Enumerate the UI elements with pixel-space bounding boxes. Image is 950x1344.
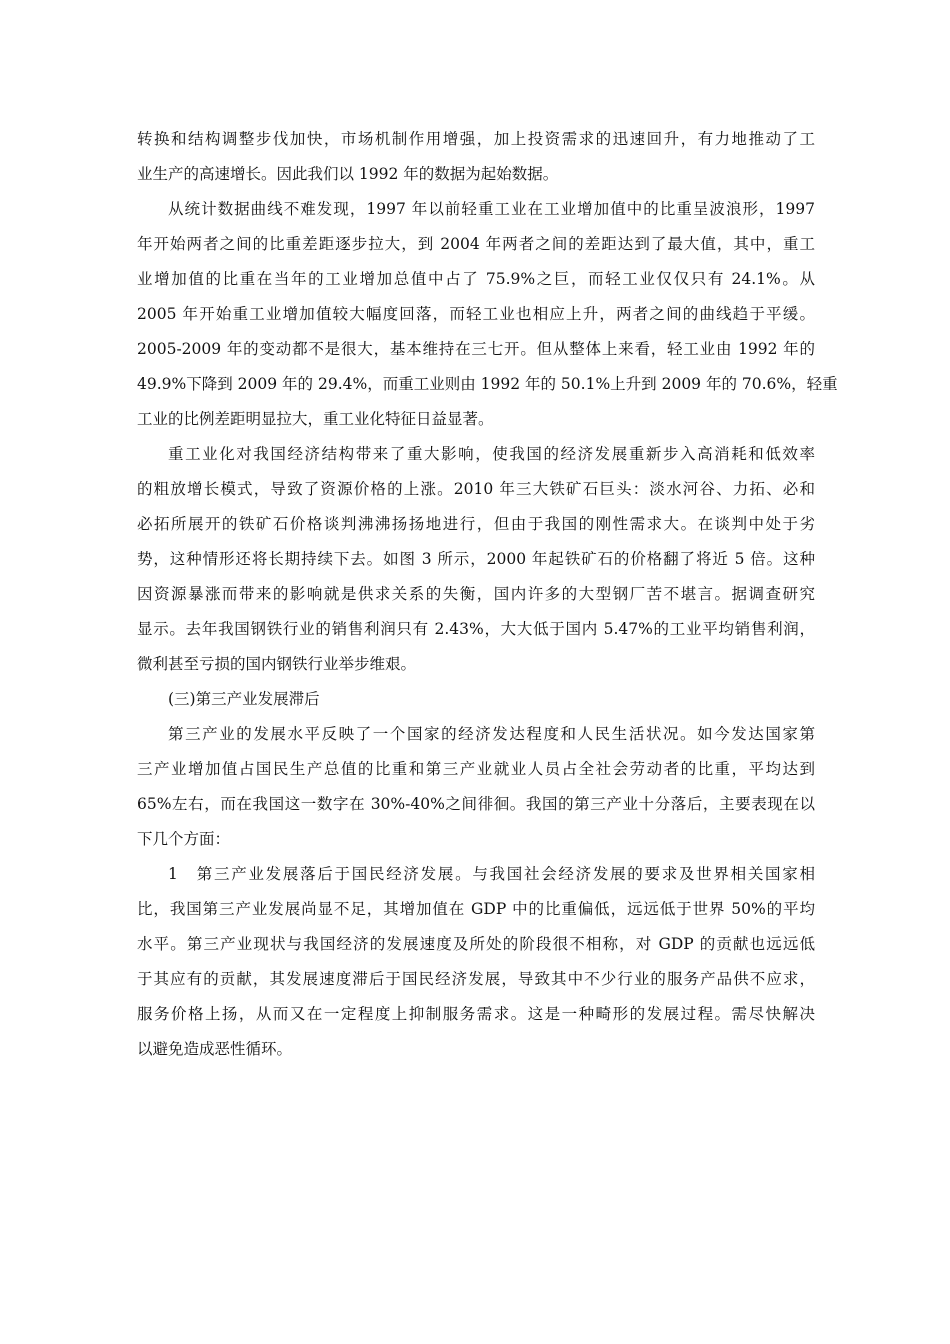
paragraph-line: 势，这种情形还将长期持续下去。如图 3 所示，2000 年起铁矿石的价格翻了将近 5 倍。这种 xyxy=(137,550,815,568)
paragraph-line: 1 第三产业发展落后于国民经济发展。与我国社会经济发展的要求及世界相关国家相 xyxy=(168,865,815,883)
paragraph-line: 重工业化对我国经济结构带来了重大影响，使我国的经济发展重新步入高消耗和低效率 xyxy=(168,445,815,463)
paragraph-line: 第三产业的发展水平反映了一个国家的经济发达程度和人民生活状况。如今发达国家第 xyxy=(168,725,815,743)
section-heading: (三)第三产业发展滞后 xyxy=(168,690,320,708)
paragraph-line: 必拓所展开的铁矿石价格谈判沸沸扬扬地进行，但由于我国的刚性需求大。在谈判中处于劣 xyxy=(137,515,815,533)
paragraph-line: 水平。第三产业现状与我国经济的发展速度及所处的阶段很不相称，对 GDP 的贡献也远远低 xyxy=(137,935,815,953)
paragraph-5 xyxy=(137,857,815,1067)
paragraph-line: 以避免造成恶性循环。 xyxy=(137,1040,293,1058)
paragraph-line: 比，我国第三产业发展尚显不足，其增加值在 GDP 中的比重偏低，远远低于世界 50%的平均 xyxy=(137,900,815,918)
paragraph-line: 2005 年开始重工业增加值较大幅度回落，而轻工业也相应上升，两者之间的曲线趋于平缓。 xyxy=(137,305,815,323)
paragraph-line: 微利甚至亏损的国内钢铁行业举步维艰。 xyxy=(137,655,417,673)
paragraph-line: 业增加值的比重在当年的工业增加总值中占了 75.9%之巨，而轻工业仅仅只有 24.1%。从 xyxy=(137,270,815,288)
document-body xyxy=(137,122,838,1067)
paragraph-line: 转换和结构调整步伐加快，市场机制作用增强，加上投资需求的迅速回升，有力地推动了工 xyxy=(137,130,815,148)
paragraph-line: 年开始两者之间的比重差距逐步拉大，到 2004 年两者之间的差距达到了最大值，其中，重工 xyxy=(137,235,815,253)
paragraph-line: 下几个方面： xyxy=(137,830,231,848)
paragraph-line: 65%左右，而在我国这一数字在 30%-40%之间徘徊。我国的第三产业十分落后，主要表现在以 xyxy=(137,795,815,813)
paragraph-line: 显示。去年我国钢铁行业的销售利润只有 2.43%，大大低于国内 5.47%的工业平均销售利润， xyxy=(137,620,815,638)
paragraph-line: 2005-2009 年的变动都不是很大，基本维持在三七开。但从整体上来看，轻工业由 1992 年的 xyxy=(137,340,815,358)
paragraph-line: 从统计数据曲线不难发现，1997 年以前轻重工业在工业增加值中的比重呈波浪形，1997 xyxy=(168,200,815,218)
paragraph-line: 的粗放增长模式，导致了资源价格的上涨。2010 年三大铁矿石巨头：淡水河谷、力拓、必和 xyxy=(137,480,815,498)
paragraph-line: 因资源暴涨而带来的影响就是供求关系的失衡，国内许多的大型钢厂苦不堪言。据调查研究 xyxy=(137,585,815,603)
paragraph-2 xyxy=(137,192,838,437)
paragraph-1 xyxy=(137,122,815,192)
paragraph-line: 业生产的高速增长。因此我们以 1992 年的数据为起始数据。 xyxy=(137,165,559,183)
paragraph-4 xyxy=(137,717,815,857)
paragraph-line: 三产业增加值占国民生产总值的比重和第三产业就业人员占全社会劳动者的比重，平均达到 xyxy=(137,760,815,778)
paragraph-line: 49.9%下降到 2009 年的 29.4%，而重工业则由 1992 年的 50.1%上升到 2009 年的 70.6%，轻重 xyxy=(137,375,838,393)
paragraph-line: 工业的比例差距明显拉大，重工业化特征日益显著。 xyxy=(137,410,494,428)
paragraph-line: 服务价格上扬，从而又在一定程度上抑制服务需求。这是一种畸形的发展过程。需尽快解决 xyxy=(137,1005,815,1023)
paragraph-3 xyxy=(137,437,815,682)
paragraph-line: 于其应有的贡献，其发展速度滞后于国民经济发展，导致其中不少行业的服务产品供不应求， xyxy=(137,970,815,988)
